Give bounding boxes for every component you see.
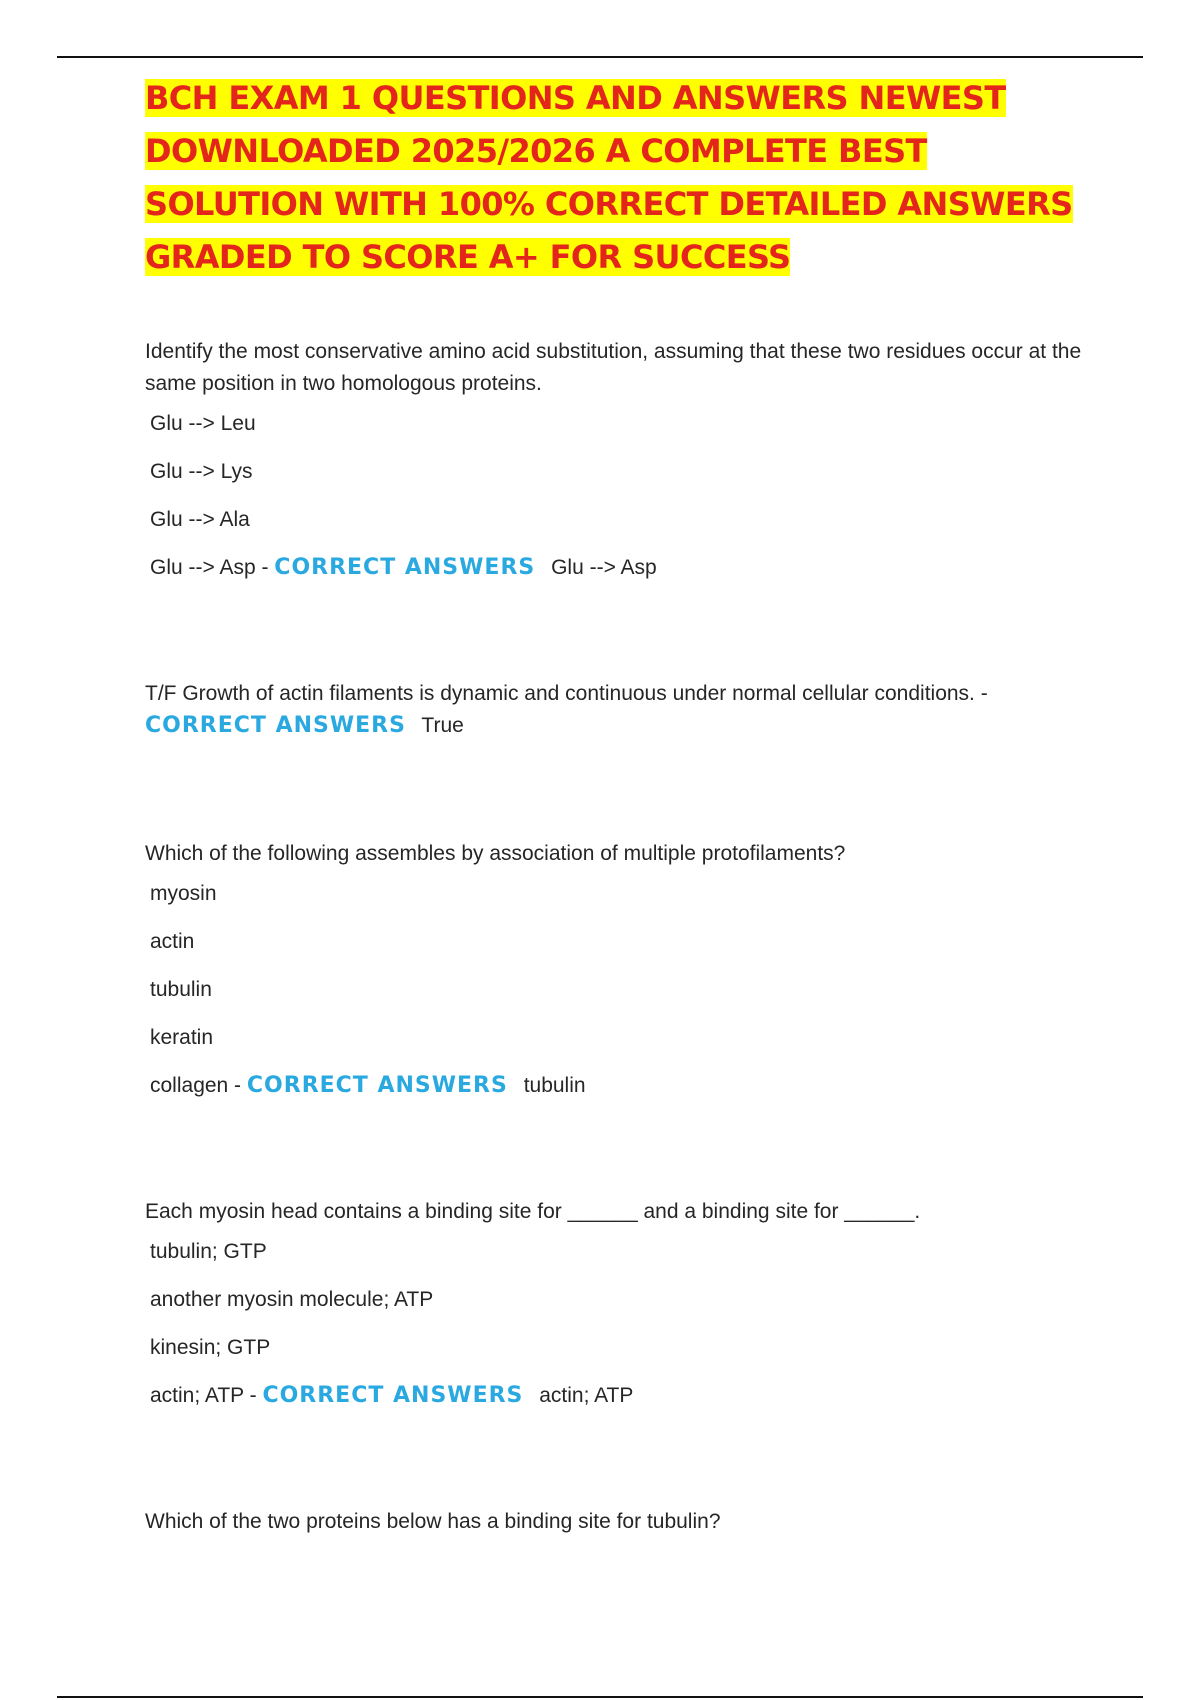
- question-text-body: T/F Growth of actin filaments is dynamic and continuous under normal cellular conditions. -: [145, 682, 988, 705]
- correct-answers-label: CORRECT ANSWERS: [262, 1383, 524, 1408]
- correct-answers-label: CORRECT ANSWERS: [145, 713, 406, 738]
- question-1: [145, 336, 1105, 582]
- option-4-with-answer: [150, 554, 1105, 582]
- answer-text: actin; ATP: [539, 1384, 634, 1407]
- top-rule: [57, 56, 1143, 58]
- bottom-rule: [57, 1696, 1143, 1698]
- option-text: collagen -: [150, 1074, 242, 1097]
- option-text: actin; ATP -: [150, 1384, 257, 1407]
- option-4-with-answer: [150, 1382, 1105, 1410]
- question-text: Identify the most conservative amino acid substitution, assuming that these two residues occur at the same position in two homologous proteins.: [145, 340, 1082, 395]
- option-1: myosin: [150, 882, 217, 905]
- document-title: [145, 72, 1105, 284]
- option-5-with-answer: [150, 1072, 1105, 1100]
- answer-text: True: [421, 714, 464, 737]
- question-5: [145, 1506, 1105, 1538]
- correct-answers-label: CORRECT ANSWERS: [246, 1073, 508, 1098]
- question-text: Which of the two proteins below has a binding site for tubulin?: [145, 1510, 721, 1533]
- option-2: another myosin molecule; ATP: [150, 1288, 434, 1311]
- option-2: actin: [150, 930, 195, 953]
- option-1: tubulin; GTP: [150, 1240, 267, 1263]
- document-body: [145, 72, 1105, 1634]
- question-2: [145, 678, 1105, 742]
- question-4: [145, 1196, 1105, 1410]
- title-highlight: BCH EXAM 1 QUESTIONS AND ANSWERS NEWEST DOWNLOADED 2025/2026 A COMPLETE BEST SOLUTION WITH 100% CORRECT DETAILED ANSWERS GRADED TO SCORE A+ FOR SUCCESS: [145, 79, 1073, 276]
- answer-text: tubulin: [523, 1074, 586, 1097]
- question-text: Each myosin head contains a binding site for ______ and a binding site for ______.: [145, 1200, 921, 1223]
- question-3: [145, 838, 1105, 1100]
- option-3: kinesin; GTP: [150, 1336, 271, 1359]
- answer-text: Glu --> Asp: [551, 556, 657, 579]
- option-1: Glu --> Leu: [150, 412, 256, 435]
- question-text: Which of the following assembles by association of multiple protofilaments?: [145, 842, 846, 865]
- option-text: Glu --> Asp -: [150, 556, 269, 579]
- option-2: Glu --> Lys: [150, 460, 253, 483]
- option-3: tubulin: [150, 978, 212, 1001]
- option-3: Glu --> Ala: [150, 508, 250, 531]
- question-text: [145, 678, 1105, 742]
- option-4: keratin: [150, 1026, 214, 1049]
- correct-answers-label: CORRECT ANSWERS: [274, 555, 536, 580]
